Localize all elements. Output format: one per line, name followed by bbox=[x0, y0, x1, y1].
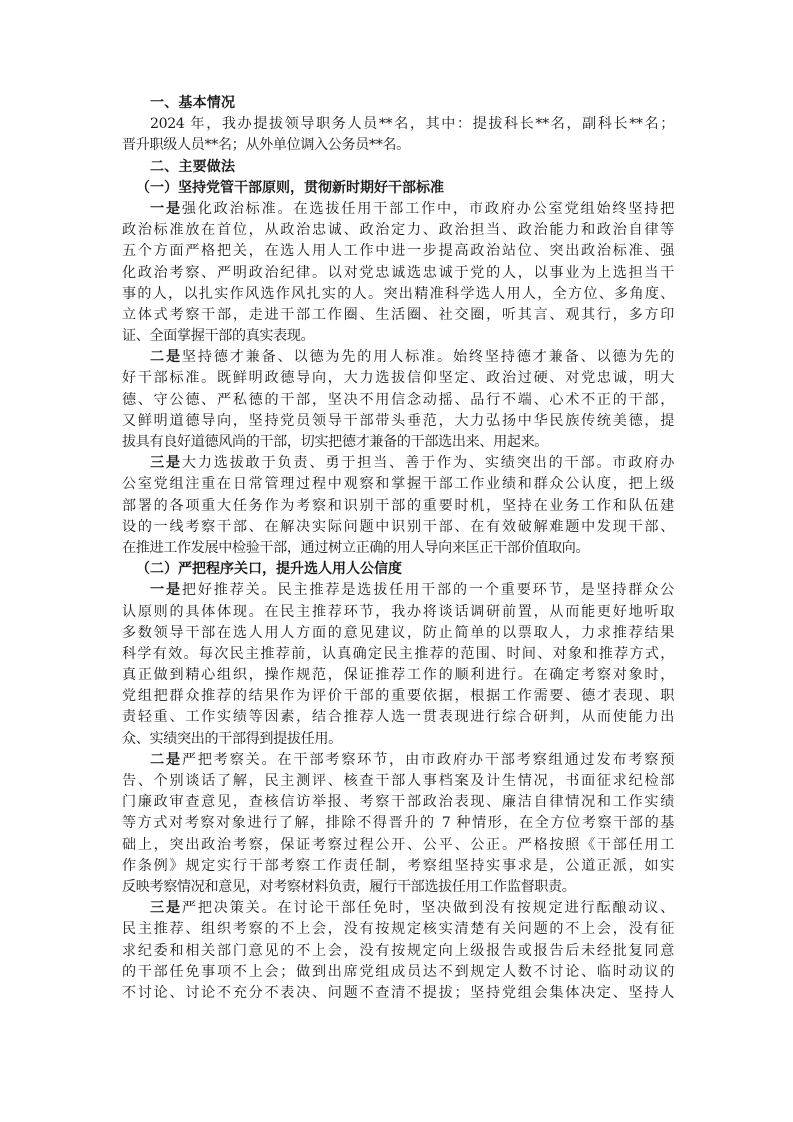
paragraph-line: 不讨论、讨论不充分不表决、问题不查清不提拔；坚持党组会集体决定、坚持人 bbox=[122, 984, 674, 1001]
paragraph-line: 科学有效。每次民主推荐前，认真确定民主推荐的范围、时间、对象和推荐方式， bbox=[122, 645, 674, 662]
paragraph-line bbox=[122, 199, 674, 220]
paragraph-line: 在推进工作发展中检验干部，通过树立正确的用人导向来匡正干部价值取向。 bbox=[122, 539, 590, 556]
paragraph-line bbox=[122, 750, 674, 771]
paragraph-line: 反映考察情况和意见，对考察材料负责，履行干部选拔任用工作监督职责。 bbox=[122, 878, 576, 895]
section-heading: 一、基本情况 bbox=[150, 95, 236, 111]
paragraph-line: 部署的各项重大任务作为考察和识别干部的重要时机，坚持在业务工作和队伍建 bbox=[122, 497, 674, 514]
paragraph-line: 政治标准放在首位，从政治忠诚、政治定力、政治担当、政治能力和政治自律等 bbox=[122, 222, 674, 239]
paragraph-line: 等方式对考察对象进行了解，排除不得晋升的 7 种情形，在全方位考察干部的基 bbox=[122, 815, 674, 832]
paragraph-line: 设的一线考察干部、在解决实际问题中识别干部、在有效破解难题中发现干部、 bbox=[122, 518, 674, 535]
subsection-heading: （一）坚持党管干部原则，贯彻新时期好干部标准 bbox=[136, 179, 444, 196]
paragraph-line: 化政治考察、严明政治纪律。以对党忠诚选忠诚于党的人，以事业为上选担当干 bbox=[122, 264, 674, 281]
paragraph-line: 事的人，以扎实作风选作风扎实的人。突出精准科学选人用人，全方位、多角度、 bbox=[122, 285, 674, 302]
paragraph-line: 认原则的具体体现。在民主推荐环节，我办将谈话调研前置，从而能更好地听取 bbox=[122, 603, 674, 620]
paragraph-line: 晋升职级人员**名；从外单位调入公务员**名。 bbox=[122, 137, 410, 154]
paragraph-line: 真正做到精心组织，操作规范，保证推荐工作的顺利进行。在确定考察对象时， bbox=[122, 667, 674, 684]
paragraph-line: 的干部任免事项不上会；做到出席党组成员达不到规定人数不讨论、临时动议的 bbox=[122, 963, 674, 980]
paragraph-line: 2024 年，我办提拔领导职务人员**名，其中：提拔科长**名，副科长**名； bbox=[150, 116, 674, 133]
paragraph-line: 民主推荐、组织考察的不上会，没有按规定核实清楚有关问题的不上会，没有征 bbox=[122, 921, 674, 938]
paragraph-line: 党组把群众推荐的结果作为评价干部的重要依据，根据工作需要、德才表现、职 bbox=[122, 688, 674, 705]
paragraph-text: 严把决策关。在讨论干部任免时，坚决做到没有按规定进行酝酿动议、 bbox=[181, 900, 674, 917]
paragraph-line: 础上，突出政治考察，保证考察过程公开、公平、公正。严格按照《干部任用工 bbox=[122, 836, 674, 853]
subsection-heading: （二）严把程序关口，提升选人用人公信度 bbox=[136, 561, 402, 578]
paragraph-lead: 三是 bbox=[150, 900, 182, 917]
paragraph-line bbox=[122, 453, 674, 474]
paragraph-line bbox=[122, 898, 674, 919]
paragraph-line: 告、个别谈话了解，民主测评、核查干部人事档案及计生情况，书面征求纪检部 bbox=[122, 773, 674, 789]
paragraph-lead: 三是 bbox=[150, 455, 182, 472]
document-page bbox=[122, 93, 674, 1004]
paragraph-lead: 一是 bbox=[150, 582, 182, 599]
paragraph-text: 大力选拔敢于负责、勇于担当、善于作为、实绩突出的干部。市政府办 bbox=[181, 455, 674, 472]
paragraph-lead: 二是 bbox=[150, 349, 182, 366]
paragraph-line: 公室党组注重在日常管理过程中观察和掌握干部工作业绩和群众公认度，把上级 bbox=[122, 476, 674, 493]
paragraph-line: 责轻重、工作实绩等因素，结合推荐人选一贯表现进行综合研判，从而使能力出 bbox=[122, 709, 674, 726]
paragraph-line: 众、实绩突出的干部得到提拔任用。 bbox=[122, 730, 342, 747]
paragraph-line: 拔具有良好道德风尚的干部，切实把德才兼备的干部选出来、用起来。 bbox=[122, 434, 549, 450]
paragraph-line: 好干部标准。既鲜明政德导向，大力选拔信仰坚定、政治过硬、对党忠诚，明大 bbox=[122, 370, 674, 387]
paragraph-line bbox=[122, 347, 674, 368]
paragraph-lead: 一是 bbox=[150, 200, 182, 217]
paragraph-text: 强化政治标准。在选拔任用干部工作中，市政府办公室党组始终坚持把 bbox=[181, 200, 674, 217]
paragraph-text: 把好推荐关。民主推荐是选拔任用干部的一个重要环节，是坚持群众公 bbox=[181, 582, 674, 599]
paragraph-lead: 二是 bbox=[150, 751, 182, 768]
paragraph-line bbox=[122, 580, 674, 601]
paragraph-line: 五个方面严格把关，在选人用人工作中进一步提高政治站位、突出政治标准、强 bbox=[122, 243, 674, 260]
paragraph-text: 严把考察关。在干部考察环节，由市政府办干部考察组通过发布考察预 bbox=[181, 751, 674, 768]
paragraph-text: 坚持德才兼备、以德为先的用人标准。始终坚持德才兼备、以德为先的 bbox=[181, 349, 674, 366]
paragraph-line: 门廉政审查意见，查核信访举报、考察干部政治表现、廉洁自律情况和工作实绩 bbox=[122, 794, 674, 811]
paragraph-line: 作条例》规定实行干部考察工作责任制，考察组坚持实事求是，公道正派，如实 bbox=[122, 857, 674, 874]
paragraph-line: 德、守公德、严私德的干部，坚决不用信念动摇、品行不端、心术不正的干部， bbox=[122, 391, 674, 408]
paragraph-line: 多数领导干部在选人用人方面的意见建议，防止简单的以票取人，力求推荐结果 bbox=[122, 624, 674, 641]
paragraph-line: 求纪委和相关部门意见的不上会，没有按规定向上级报告或报告后未经批复同意 bbox=[122, 942, 674, 959]
section-heading: 二、主要做法 bbox=[150, 158, 236, 175]
paragraph-line: 又鲜明道德导向，坚持党员领导干部带头垂范，大力弘扬中华民族传统美德，提 bbox=[122, 412, 674, 429]
paragraph-line: 证、全面掌握干部的真实表现。 bbox=[122, 328, 315, 345]
paragraph-line: 立体式考察干部，走进干部工作圈、生活圈、社交圈，听其言、观其行，多方印 bbox=[122, 306, 674, 323]
